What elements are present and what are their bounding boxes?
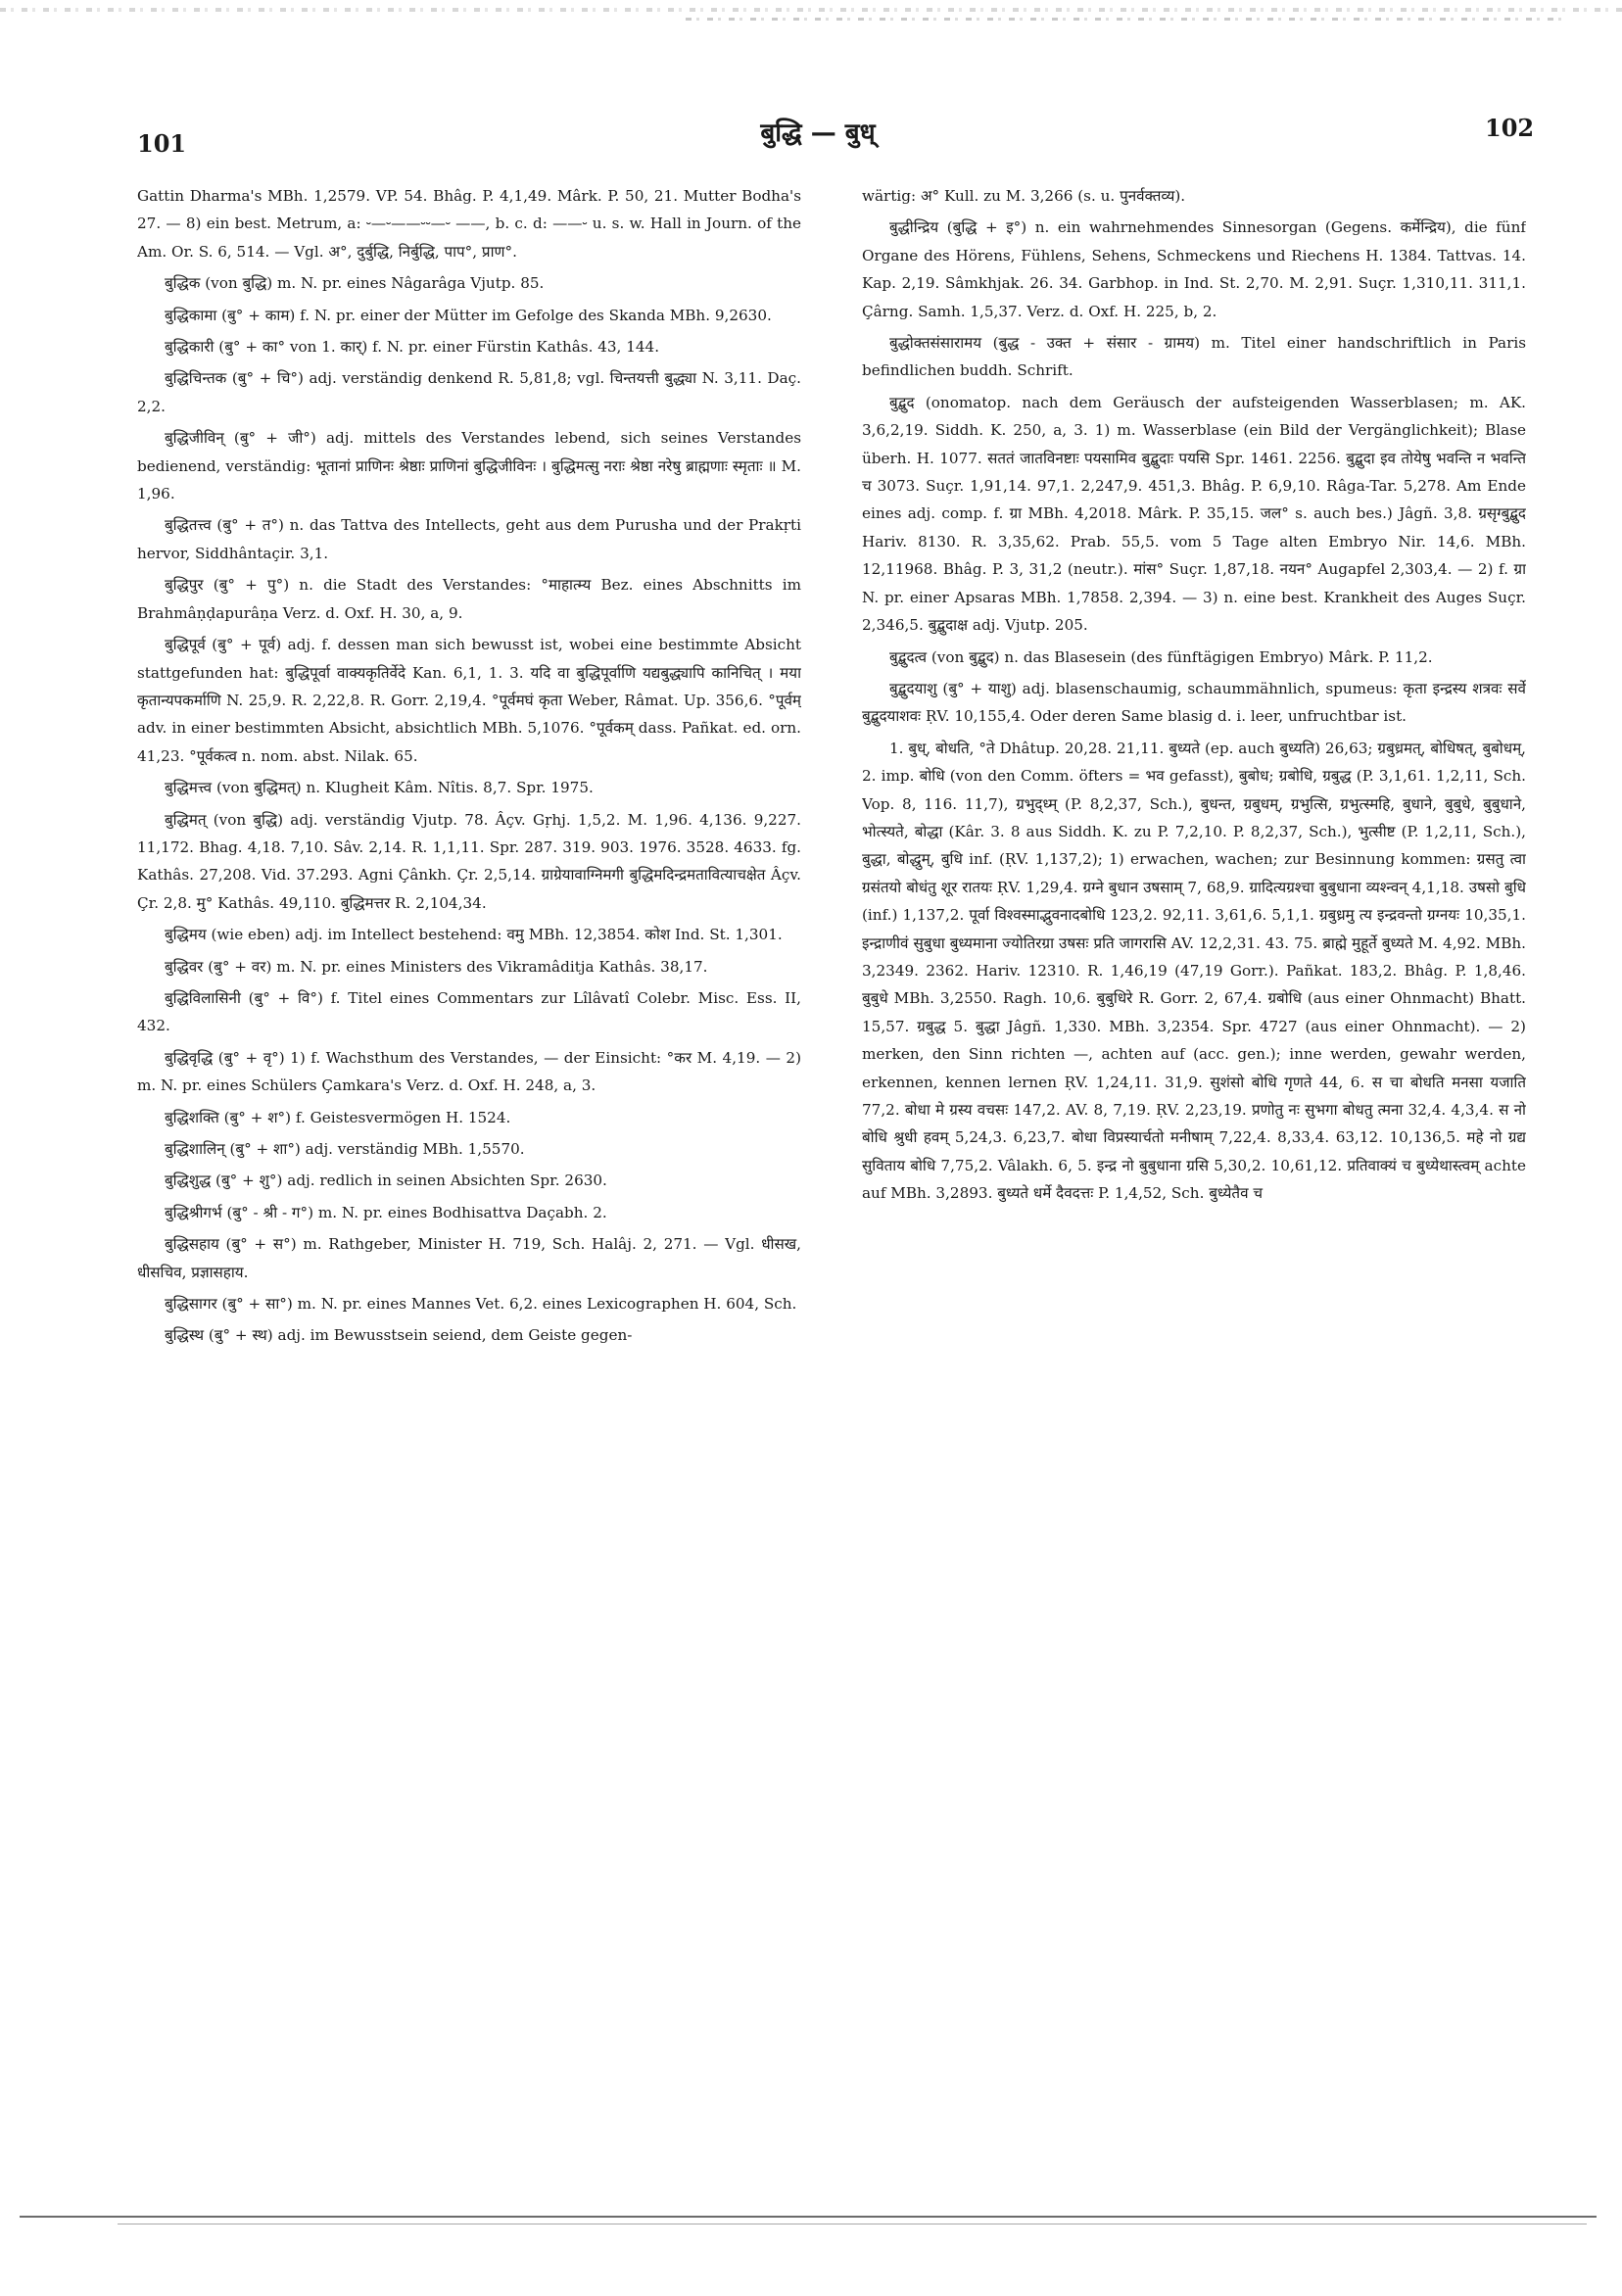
dictionary-entry: बुद्धिमय (wie eben) adj. im Intellect bestehend: वमु MBh. 12,3854. कोश Ind. St. 1,301.: [165, 926, 783, 944]
right-column: [862, 182, 1526, 2190]
running-head: बुद्धि — बुध्: [760, 119, 876, 148]
dictionary-entry: बुद्धोक्तसंसारामय (बुद्ध - उक्त + संसार - ग्रामय) m. Titel einer handschriftlich in Paris befindlichen buddh. Schrift.: [862, 334, 1526, 380]
left-column: [137, 182, 801, 2190]
bottom-rule: [20, 2216, 1597, 2218]
left-page-number: 101: [137, 129, 187, 158]
dictionary-entry: wärtig: अ° Kull. zu M. 3,266 (s. u. पुनर्वक्तव्य).: [862, 187, 1186, 205]
dictionary-entry: बुद्धिशालिन् (बु° + शा°) adj. verständig MBh. 1,5570.: [165, 1140, 525, 1158]
dictionary-entry: बुद्धिकामा (बु° + काम) f. N. pr. einer der Mütter im Gefolge des Skanda MBh. 9,2630.: [165, 306, 772, 324]
dictionary-entry: बुद्धिविलासिनी (बु° + वि°) f. Titel eines Commentars zur Lîlâvatî Colebr. Misc. Ess. II, 432.: [137, 988, 801, 1035]
dictionary-entry: Gattin Dharma's MBh. 1,2579. VP. 54. Bhâg. P. 4,1,49. Mârk. P. 50, 21. Mutter Bodha's 27. — 8) ein best. Metrum, a: ⏑—⏑——⏑⏑—⏑ ——, b. c. d: ——⏑ u. s. w. Hall in Journ. of the Am. Or. S. 6, 514. — Vgl. अ°, दुर्बुद्धि, निर्बुद्धि, पाप°, प्राण°.: [137, 187, 801, 261]
dictionary-entry: बुद्धिसागर (बु° + सा°) m. N. pr. eines Mannes Vet. 6,2. eines Lexicographen H. 604, Sch.: [165, 1295, 797, 1314]
dictionary-entry: बुद्धिक (von बुद्धि) m. N. pr. eines Nâgarâga Vjutp. 85.: [165, 274, 545, 293]
dictionary-entry: बुद्धिपुर (बु° + पु°) n. die Stadt des Verstandes: °माहात्म्य Bez. eines Abschnitts im Brahmâṇḍapurâṇa Verz. d. Oxf. H. 30, a, 9.: [137, 576, 801, 622]
dictionary-entry: बुद्धिशुद्ध (बु° + शु°) adj. redlich in seinen Absichten Spr. 2630.: [165, 1172, 607, 1190]
dictionary-entry: बुद्धिजीविन् (बु° + जी°) adj. mittels des Verstandes lebend, sich seines Verstandes bedienend, verständig: भूतानां प्राणिनः श्रेष्ठाः प्राणिनां बुद्धिजीविनः । बुद्धिमत्सु नराः श्रेष्ठा नरेषु ब्राह्मणाः स्मृताः ॥ M. 1,96.: [137, 429, 801, 503]
dictionary-entry: बुद्बुदयाशु (बु° + याशु) adj. blasenschaumig, schaummähnlich, spumeus: कृता इन्द्रस्य शत्रवः सर्वे बुद्बुदयाशवः ṚV. 10,155,4. Oder deren Same blasig d. i. leer, unfruchtbar ist.: [862, 679, 1526, 726]
dictionary-entry: बुद्धिशक्ति (बु° + श°) f. Geistesvermögen H. 1524.: [165, 1108, 511, 1126]
dictionary-entry: बुद्धिचिन्तक (बु° + चि°) adj. verständig denkend R. 5,81,8; vgl. चिन्तयत्ती बुद्ध्या N. 3,11. Daç. 2,2.: [137, 369, 801, 415]
dictionary-entry: बुद्धिसहाय (बु° + स°) m. Rathgeber, Minister H. 719, Sch. Halâj. 2, 271. — Vgl. धीसख, धीसचिव, प्रज्ञासहाय.: [137, 1235, 801, 1281]
dictionary-entry: 1. बुध्, बोधति, °ते Dhâtup. 20,28. 21,11. बुध्यते (ep. auch बुध्यति) 26,63; ग्रबुध्रमत्, बोधिषत्, बुबोधम्, 2. imp. बोधि (von den Comm. öfters = भव gefasst), बुबोध; ग्रबोधि, ग्रबुद्ध (P. 3,1,61. 1,2,11, Sch. Vop. 8, 116. 11,7), ग्रभुद्ध्म् (P. 8,2,37, Sch.), बुधन्त, ग्रबुधम्, ग्रभुत्सि, ग्रभुत्स्महि, बुधाने, बुबुधे, बुबुधाने, भोत्स्यते, बोद्धा (Kâr. 3. 8 aus Siddh. K. zu P. 7,2,10. P. 8,2,37, Sch.), भुत्सीष्ट (P. 1,2,11, Sch.), बुद्धा, बोद्धुम्, बुधि inf. (ṚV. 1,137,2); 1) erwachen, wachen; zur Besinnung kommen: ग्रसतु त्वा ग्रसंतयो बोधंतु शूर रातयः ṚV. 1,29,4. ग्रग्ने बुधान उषसाम् 7, 68,9. ग्रादित्यग्रश्चा बुबुधाना व्यश्न्वन् 4,1,18. उषसो बुधि (inf.) 1,137,2. पूर्वा विश्वस्माद्भुवनादबोधि 123,2. 92,11. 3,61,6. 5,1,1. ग्रबुध्रमु त्य इन्द्रवन्तो ग्रग्नयः 10,35,1. इन्द्राणीवं सुबुधा बुध्यमाना ज्योतिरग्रा उषसः प्रति जागरासि AV. 12,2,31. 43. 75. ब्राह्मे मुहूर्ते बुध्यते M. 4,92. MBh. 3,2349. 2362. Hariv. 12310. R. 1,46,19 (47,19 Gorr.). Pañkat. 183,2. Bhâg. P. 1,8,46. बुबुधे MBh. 3,2550. Ragh. 10,6. बुबुधिरे R. Gorr. 2, 67,4. ग्रबोधि (aus einer Ohnmacht) Bhatt. 15,57. ग्रबुद्ध 5. बुद्धा Jâgñ. 1,330. MBh. 3,2354. Spr. 4727 (aus einer Ohnmacht). — 2) merken, den Sinn richten —, achten auf (acc. gen.); inne werden, gewahr werden, erkennen, kennen lernen ṚV. 1,24,11. 31,9. सुशंसो बोधि गृणते 44, 6. स चा बोधति मनसा यजाति 77,2. बोधा मे ग्रस्य वचसः 147,2. AV. 8, 7,19. ṚV. 2,23,19. प्रणोतु नः सुभगा बोधतु त्मना 32,4. 4,3,4. स नो बोधि श्रुधी हवम् 5,24,3. 6,23,7. बोधा विप्रस्यार्चतो मनीषाम् 7,22,4. 8,33,4. 63,12. 10,136,5. महे नो ग्रद्य सुविताय बोधि 7,75,2. Vâlakh. 6, 5. इन्द्र नो बुबुधाना ग्रसि 5,30,2. 10,61,12. प्रतिवाक्यं च बुध्येथास्त्वम् achte auf MBh. 3,2893. बुध्यते धर्मे दैवदत्तः P. 1,4,52, Sch. बुध्येतैव च: [862, 739, 1526, 1203]
dictionary-entry: बुद्धिमत्त्व (von बुद्धिमत्) n. Klugheit Kâm. Nîtis. 8,7. Spr. 1975.: [165, 779, 594, 797]
right-page-number: 102: [1485, 114, 1535, 142]
dictionary-entry: बुद्धितत्त्व (बु° + त°) n. das Tattva des Intellects, geht aus dem Purusha und der Prakṛti hervor, Siddhântaçir. 3,1.: [137, 516, 801, 562]
dictionary-entry: बुद्बुद (onomatop. nach dem Geräusch der aufsteigenden Wasserblasen; m. AK. 3,6,2,19. Siddh. K. 250, a, 3. 1) m. Wasserblase (ein Bild der Vergänglichkeit); Blase überh. H. 1077. सततं जातविनष्टाः पयसामिव बुद्बुदाः पयसि Spr. 1461. 2256. बुद्बुदा इव तोयेषु भवन्ति न भवन्ति च 3073. Suçr. 1,91,14. 97,1. 2,247,9. 451,3. Bhâg. P. 6,9,10. Râga-Tar. 5,278. Am Ende eines adj. comp. f. ग्रा MBh. 4,2018. Mârk. P. 35,15. जल° s. auch bes.) Jâgñ. 3,8. ग्रसृग्बुद्बुद Hariv. 8130. R. 3,35,62. Prab. 55,5. vom 5 Tage alten Embryo Nir. 14,6. MBh. 12,11968. Bhâg. P. 3, 31,2 (neutr.). मांस° Suçr. 1,87,18. नयन° Augapfel 2,303,4. — 2) f. ग्रा N. pr. einer Apsaras MBh. 1,7858. 2,394. — 3) n. eine best. Krankheit des Auges Suçr. 2,346,5. बुद्बुदाक्ष adj. Vjutp. 205.: [862, 393, 1526, 635]
dictionary-entry: बुद्धिश्रीगर्भ (बु° - श्री - ग°) m. N. pr. eines Bodhisattva Daçabh. 2.: [165, 1203, 607, 1221]
dictionary-entry: बुद्धिकारी (बु° + का° von 1. कार्) f. N. pr. einer Fürstin Kathâs. 43, 144.: [165, 338, 660, 357]
dictionary-entry: बुद्धिवृद्धि (बु° + वृ°) 1) f. Wachsthum des Verstandes, — der Einsicht: °कर M. 4,19. — 2) m. N. pr. eines Schülers Çamkara's Verz. d. Oxf. H. 248, a, 3.: [137, 1048, 801, 1095]
dictionary-entry: बुद्धिमत् (von बुद्धि) adj. verständig Vjutp. 78. Âçv. Gṛhj. 1,5,2. M. 1,96. 4,136. 9,227. 11,172. Bhag. 4,18. 7,10. Sâv. 2,14. R. 1,1,11. Spr. 287. 319. 903. 1976. 3528. 4633. fg. Kathâs. 27,208. Vid. 37.293. Agni Çânkh. Çr. 2,5,14. ग्राग्रेयावाग्निमगी बुद्धिमदिन्द्रमतावित्याचक्षेत Âçv. Çr. 2,8. मु° Kathâs. 49,110. बुद्धिमत्तर R. 2,104,34.: [137, 810, 801, 912]
scan-noise-top-right: [686, 18, 1567, 21]
dictionary-entry: बुद्धिपूर्व (बु° + पूर्व) adj. f. dessen man sich bewusst ist, wobei eine bestimmte Absicht stattgefunden hat: बुद्धिपूर्वा वाक्यकृतिर्वेदे Kan. 6,1, 1. 3. यदि वा बुद्धिपूर्वाणि यद्यबुद्ध्यापि कानिचित् । मया कृतान्यपकर्माणि N. 25,9. R. 2,22,8. R. Gorr. 2,19,4. °पूर्वमघं कृता Weber, Râmat. Up. 356,6. °पूर्वम् adv. in einer bestimmten Absicht, absichtlich MBh. 5,1076. °पूर्वकम् dass. Pañkat. ed. orn. 41,23. °पूर्वकत्व n. nom. abst. Nilak. 65.: [137, 636, 801, 765]
dictionary-entry: बुद्धिवर (बु° + वर) m. N. pr. eines Ministers des Vikramâditja Kathâs. 38,17.: [165, 957, 708, 976]
scan-noise-top: [0, 8, 1622, 12]
dictionary-entry: बुद्बुदत्व (von बुद्बुद) n. das Blasesein (des fünftägigen Embryo) Mârk. P. 11,2.: [889, 647, 1433, 666]
dictionary-entry: बुद्धिस्थ (बु° + स्थ) adj. im Bewusstsein seiend, dem Geiste gegen-: [165, 1326, 633, 1345]
dictionary-entry: बुद्धीन्द्रिय (बुद्धि + इ°) n. ein wahrnehmendes Sinnesorgan (Gegens. कर्मेन्द्रिय), die fünf Organe des Hörens, Fühlens, Sehens, Schmeckens und Riechens H. 1384. Tattvas. 14. Kap. 2,19. Sâmkhjak. 26. 34. Garbhop. in Ind. St. 2,70. M. 2,91. Suçr. 1,310,11. 311,1. Çârng. Samh. 1,5,37. Verz. d. Oxf. H. 225, b, 2.: [862, 218, 1526, 320]
